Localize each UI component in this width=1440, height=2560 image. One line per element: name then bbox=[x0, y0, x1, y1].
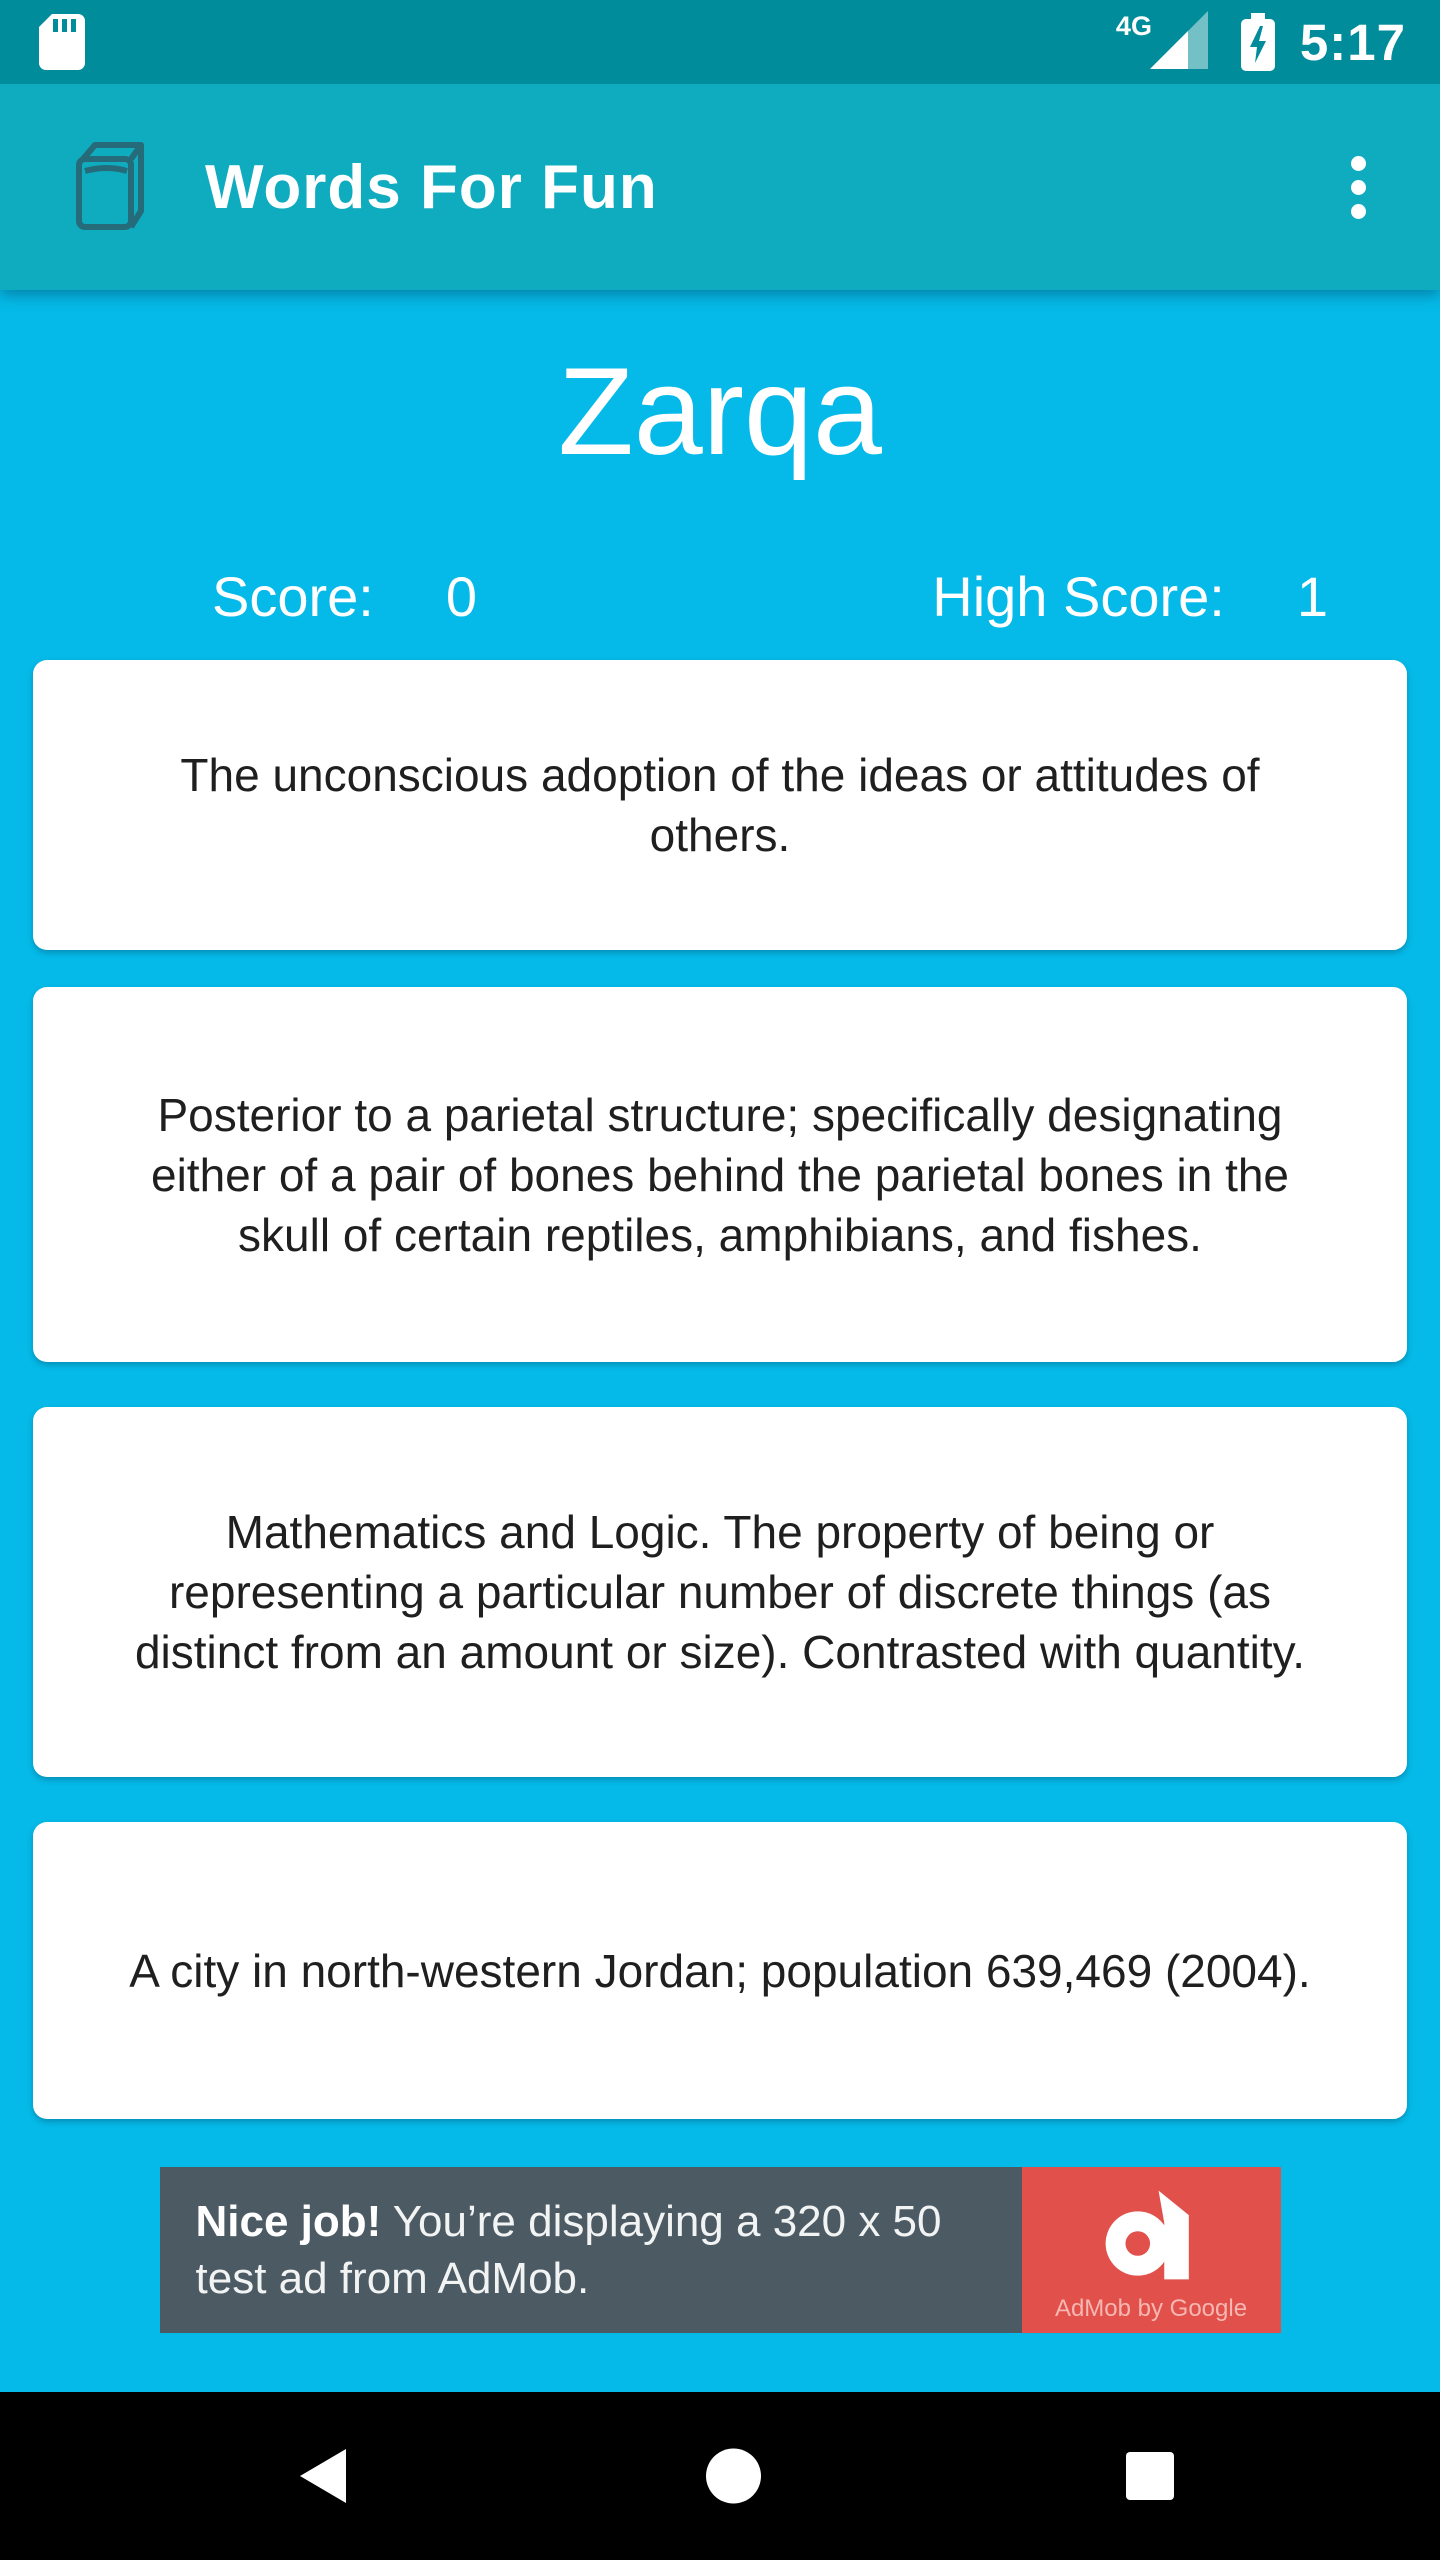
definition-text: Posterior to a parietal structure; specifically designating either of a pair of bones behind the parietal bones in the skull of certain reptiles, amphibians, and fishes. bbox=[150, 1088, 1290, 1261]
game-screen bbox=[0, 290, 1440, 2392]
score bbox=[212, 561, 477, 633]
app-bar bbox=[0, 84, 1440, 290]
ad-banner[interactable] bbox=[160, 2167, 1281, 2333]
high-score bbox=[932, 561, 1328, 633]
definition-text: Mathematics and Logic. The property of being or representing a particular number of discrete things (as distinct from an amount or size). Contrasted with quantity. bbox=[134, 1506, 1306, 1678]
navigation-bar bbox=[0, 2392, 1440, 2560]
home-button[interactable] bbox=[706, 2449, 761, 2504]
overflow-menu-icon bbox=[1351, 156, 1366, 171]
definition-option-2[interactable] bbox=[33, 987, 1407, 1362]
sd-card-icon bbox=[38, 13, 86, 71]
definition-options bbox=[33, 660, 1407, 2119]
definition-option-4[interactable] bbox=[33, 1822, 1407, 2119]
network-type-label: 4G bbox=[1115, 11, 1152, 41]
recents-button[interactable] bbox=[1126, 2452, 1174, 2500]
definition-option-3[interactable] bbox=[33, 1407, 1407, 1777]
app-title: Words For Fun bbox=[205, 152, 658, 222]
high-score-value: 1 bbox=[1296, 565, 1328, 628]
definition-option-1[interactable] bbox=[33, 660, 1407, 950]
score-value: 0 bbox=[445, 565, 478, 628]
ad-message bbox=[160, 2167, 1022, 2333]
admob-logo-icon bbox=[1103, 2183, 1199, 2287]
score-label: Score: bbox=[212, 565, 374, 628]
ad-brand-label: AdMob by Google bbox=[1054, 2295, 1248, 2322]
ad-message-rest: You’re displaying a 320 x 50 test ad from AdMob. bbox=[195, 2197, 942, 2303]
status-time: 5:17 bbox=[1299, 13, 1406, 71]
ad-brand-panel bbox=[1022, 2167, 1281, 2333]
book-icon bbox=[75, 141, 149, 233]
battery-charging-icon bbox=[1238, 10, 1278, 74]
definition-text: A city in north-western Jordan; population 639,469 (2004). bbox=[129, 1944, 1311, 1997]
ad-message-bold: Nice job! bbox=[195, 2197, 382, 2246]
definition-text: The unconscious adoption of the ideas or attitudes of others. bbox=[180, 749, 1260, 861]
score-row bbox=[0, 561, 1440, 633]
high-score-label: High Score: bbox=[932, 565, 1225, 628]
back-button[interactable] bbox=[300, 2449, 346, 2503]
cellular-signal-icon bbox=[1110, 13, 1208, 71]
overflow-menu-button[interactable] bbox=[1338, 132, 1378, 242]
current-word: Zarqa bbox=[558, 343, 882, 481]
status-bar bbox=[0, 0, 1440, 84]
